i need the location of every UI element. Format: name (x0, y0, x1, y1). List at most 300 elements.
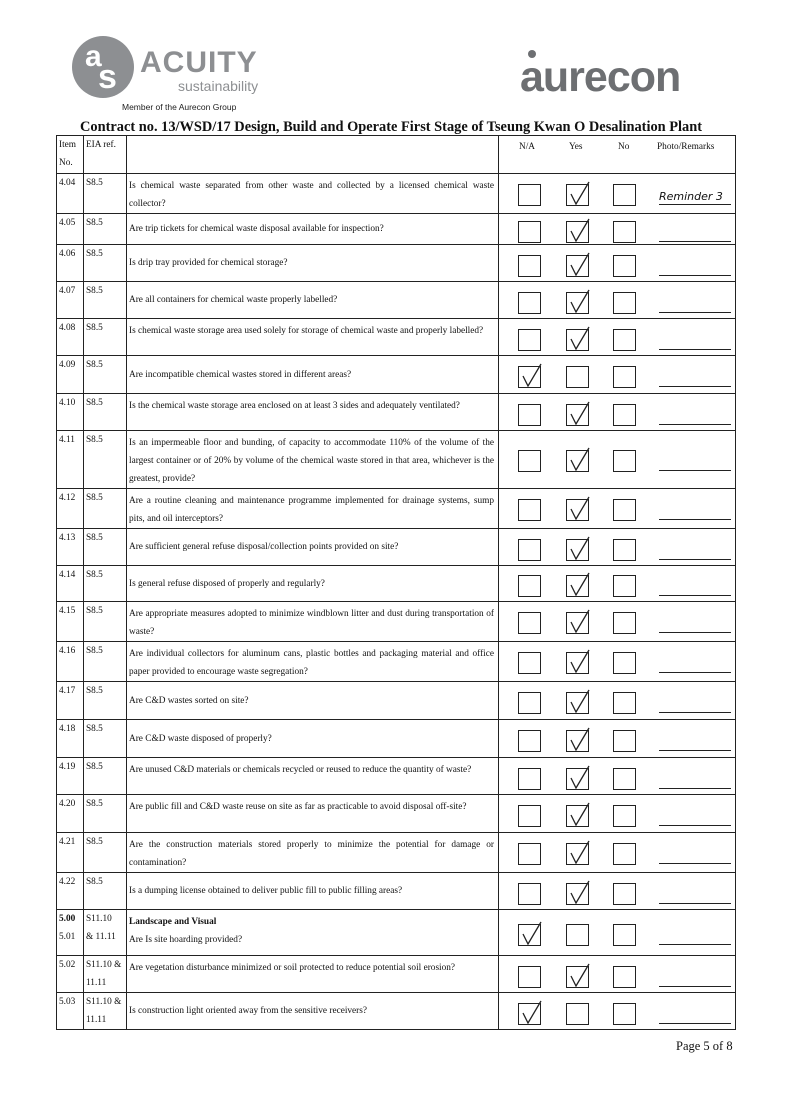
remarks-line[interactable] (659, 986, 731, 987)
eia-ref-text: S8.5 (86, 762, 103, 772)
remarks-line[interactable] (659, 312, 731, 313)
checkmark-stroke (523, 922, 541, 944)
yes-checkbox[interactable] (566, 366, 589, 388)
answer-checkboxes (499, 566, 736, 602)
eia-ref-text: S11.10 (86, 914, 112, 924)
no-checkbox[interactable] (613, 883, 636, 905)
item-no (57, 833, 84, 873)
question (127, 356, 499, 394)
eia-ref (84, 720, 127, 758)
item-no (57, 214, 84, 245)
eia-ref (84, 245, 127, 282)
question (127, 956, 499, 993)
question-text: Is a dumping license obtained to deliver public fill to public filling areas? (129, 886, 403, 896)
item-no-text: 4.07 (59, 286, 76, 296)
question (127, 873, 499, 910)
item-no-text: 4.06 (59, 249, 76, 259)
item-no (57, 993, 84, 1030)
checkmark-stroke (571, 290, 589, 312)
eia-ref (84, 214, 127, 245)
item-no (57, 566, 84, 602)
item-no-text: 4.09 (59, 360, 76, 370)
table-row (57, 356, 736, 394)
eia-ref (84, 174, 127, 214)
question-text: Are trip tickets for chemical waste disposal available for inspection? (129, 224, 384, 234)
no-checkbox[interactable] (613, 499, 636, 521)
na-checkbox[interactable] (518, 805, 541, 827)
handwritten-remark: Reminder 3 (659, 190, 723, 203)
remarks-line[interactable] (659, 595, 731, 596)
remarks-line[interactable] (659, 1023, 731, 1024)
question-text: Is construction light oriented away from the sensitive receivers? (129, 1006, 368, 1016)
item-no-text: 4.08 (59, 323, 76, 333)
header-yes: Yes (569, 142, 583, 152)
item-no-text: 5.02 (59, 960, 76, 970)
answer-checkboxes (499, 282, 736, 319)
answer-checkboxes (499, 214, 736, 245)
header-question (127, 136, 499, 174)
eia-ref (84, 682, 127, 720)
checkmark-stroke (523, 364, 541, 386)
item-no-text: 4.14 (59, 570, 76, 580)
no-checkbox[interactable] (613, 539, 636, 561)
item-no (57, 174, 84, 214)
no-checkbox[interactable] (613, 575, 636, 597)
question-text: Is chemical waste storage area used solely for storage of chemical waste and properly labelled? (129, 326, 484, 336)
eia-ref (84, 566, 127, 602)
eia-ref-text: S8.5 (86, 686, 103, 696)
eia-ref-text: S8.5 (86, 646, 103, 656)
eia-ref (84, 833, 127, 873)
no-checkbox[interactable] (613, 404, 636, 426)
checkmark-icon (520, 920, 544, 946)
na-checkbox[interactable] (518, 652, 541, 674)
eia-ref (84, 394, 127, 431)
item-no-text: 4.11 (59, 435, 75, 445)
question (127, 566, 499, 602)
na-checkbox[interactable] (518, 730, 541, 752)
question-text: Are individual collectors for aluminum cans, plastic bottles and packaging material and office paper provided to encourage waste segregation? (129, 649, 494, 677)
item-no (57, 682, 84, 720)
question (127, 758, 499, 795)
acuity-emblem-a: a (85, 40, 102, 73)
question (127, 319, 499, 356)
na-checkbox[interactable] (518, 768, 541, 790)
acuity-member-line: Member of the Aurecon Group (122, 102, 237, 112)
checkmark-stroke (571, 766, 589, 788)
section-heading: Landscape and Visual (129, 917, 217, 927)
answer-checkboxes (499, 529, 736, 566)
item-no (57, 642, 84, 682)
eia-ref-text: S8.5 (86, 533, 103, 543)
page-number: Page 5 of 8 (676, 1039, 733, 1053)
table-row (57, 431, 736, 489)
eia-ref (84, 642, 127, 682)
eia-ref-text: S8.5 (86, 178, 103, 188)
item-no (57, 758, 84, 795)
acuity-name: ACUITY (140, 46, 258, 79)
na-checkbox[interactable] (518, 883, 541, 905)
checkmark-stroke (571, 728, 589, 750)
checkmark-icon (568, 801, 592, 827)
na-checkbox[interactable] (518, 292, 541, 314)
item-no (57, 602, 84, 642)
contract-title: Contract no. 13/WSD/17 Design, Build and Operate First Stage of Tseung Kwan O Desalination Plant (80, 119, 703, 135)
item-no-text: 4.22 (59, 877, 76, 887)
na-checkbox[interactable] (518, 966, 541, 988)
checkmark-stroke (571, 881, 589, 903)
question-text: Are C&D waste disposed of properly? (129, 733, 272, 744)
item-no-text: 4.05 (59, 218, 76, 228)
question (127, 174, 499, 214)
header-remarks: Photo/Remarks (657, 142, 715, 152)
eia-ref (84, 873, 127, 910)
checkmark-stroke (571, 497, 589, 519)
item-no (57, 720, 84, 758)
checkmark-icon (568, 495, 592, 521)
inspection-checklist-table (56, 135, 736, 1030)
table-row (57, 174, 736, 214)
na-checkbox[interactable] (518, 843, 541, 865)
question (127, 833, 499, 873)
answer-checkboxes (499, 956, 736, 993)
eia-ref-text: S8.5 (86, 493, 103, 503)
remarks-line[interactable] (659, 712, 731, 713)
eia-ref-text: S8.5 (86, 249, 103, 259)
no-checkbox[interactable] (613, 255, 636, 277)
remarks-line[interactable] (659, 632, 731, 633)
checkmark-icon (568, 879, 592, 905)
checkmark-icon (568, 726, 592, 752)
no-checkbox[interactable] (613, 805, 636, 827)
table-row (57, 282, 736, 319)
na-checkbox[interactable] (518, 539, 541, 561)
question-text: Is general refuse disposed of properly and regularly? (129, 578, 325, 589)
checkmark-icon (568, 764, 592, 790)
eia-ref-text: S8.5 (86, 877, 103, 887)
item-no (57, 282, 84, 319)
remarks-line[interactable] (659, 559, 731, 560)
remarks-line[interactable] (659, 386, 731, 387)
question-text: Are C&D wastes sorted on site? (129, 695, 249, 706)
eia-ref (84, 910, 127, 956)
question (127, 245, 499, 282)
header-check-columns (499, 136, 736, 174)
item-no-sub-text: 5.01 (59, 932, 76, 942)
answer-checkboxes (499, 394, 736, 431)
item-no (57, 394, 84, 431)
question-text: Is chemical waste separated from other waste and collected by a licensed chemical waste collector? (129, 181, 494, 209)
checkmark-stroke (571, 537, 589, 559)
table-row (57, 245, 736, 282)
question-text: Are all containers for chemical waste properly labelled? (129, 295, 338, 305)
acuity-tagline: sustainability (178, 78, 259, 94)
checkmark-icon (568, 446, 592, 472)
eia-ref (84, 356, 127, 394)
question-text: Are incompatible chemical wastes stored in different areas? (129, 369, 352, 380)
item-no (57, 489, 84, 529)
checkmark-stroke (571, 327, 589, 349)
header-eia-ref: EIA ref. (84, 136, 127, 174)
remarks-line[interactable] (659, 750, 731, 751)
remarks-line[interactable] (659, 470, 731, 471)
table-row (57, 873, 736, 910)
no-checkbox[interactable] (613, 221, 636, 243)
eia-ref (84, 431, 127, 489)
table-row (57, 529, 736, 566)
checkmark-stroke (571, 253, 589, 275)
item-no (57, 910, 84, 956)
header-item-no: Item No. (57, 136, 84, 174)
remarks-line[interactable] (659, 241, 731, 242)
acuity-logo (70, 36, 270, 116)
eia-ref-cont-text: 11.11 (86, 978, 107, 988)
eia-ref-text: S8.5 (86, 286, 103, 296)
table-row (57, 993, 736, 1030)
question-text: Is an impermeable floor and bunding, of capacity to accommodate 110% of the volume of the largest container or of 20% by volume of the chemical waste stored in that area, whichever is the greatest, provide? (129, 438, 494, 484)
table-row (57, 489, 736, 529)
no-checkbox[interactable] (613, 1003, 636, 1025)
na-checkbox[interactable] (518, 692, 541, 714)
yes-checkbox[interactable] (566, 1003, 589, 1025)
remarks-line[interactable] (659, 275, 731, 276)
checkmark-icon (568, 688, 592, 714)
item-no (57, 873, 84, 910)
question-text: Are vegetation disturbance minimized or soil protected to reduce potential soil erosion? (129, 963, 456, 973)
eia-ref (84, 758, 127, 795)
checkmark-icon (568, 571, 592, 597)
na-checkbox[interactable] (518, 255, 541, 277)
eia-ref-text: S8.5 (86, 398, 103, 408)
na-checkbox[interactable] (518, 184, 541, 206)
question-text: Are Is site hoarding provided? (129, 935, 243, 945)
table-row (57, 833, 736, 873)
item-no-text: 4.18 (59, 724, 76, 734)
eia-ref-text: S8.5 (86, 606, 103, 616)
no-checkbox[interactable] (613, 730, 636, 752)
question (127, 795, 499, 833)
answer-checkboxes (499, 245, 736, 282)
table-row (57, 319, 736, 356)
table-row (57, 394, 736, 431)
answer-checkboxes (499, 910, 736, 956)
checkmark-stroke (571, 402, 589, 424)
table-row (57, 642, 736, 682)
item-no (57, 529, 84, 566)
checkmark-icon (568, 288, 592, 314)
eia-ref-text: S11.10 & (86, 960, 122, 970)
question (127, 682, 499, 720)
item-no-text: 4.19 (59, 762, 76, 772)
item-no-text: 4.16 (59, 646, 76, 656)
eia-ref (84, 319, 127, 356)
no-checkbox[interactable] (613, 652, 636, 674)
item-no (57, 356, 84, 394)
yes-checkbox[interactable] (566, 924, 589, 946)
item-no-text: 5.03 (59, 997, 76, 1007)
question-text: Are sufficient general refuse disposal/collection points provided on site? (129, 542, 399, 552)
question-text: Are public fill and C&D waste reuse on site as far as practicable to avoid disposal off-site? (129, 802, 467, 812)
question (127, 642, 499, 682)
question (127, 993, 499, 1030)
eia-ref-text: S8.5 (86, 799, 103, 809)
question (127, 431, 499, 489)
answer-checkboxes (499, 795, 736, 833)
eia-ref (84, 602, 127, 642)
checkmark-stroke (571, 182, 589, 204)
table-row (57, 910, 736, 956)
table-row (57, 956, 736, 993)
answer-checkboxes (499, 602, 736, 642)
answer-checkboxes (499, 489, 736, 529)
question (127, 529, 499, 566)
remarks-line[interactable] (659, 903, 731, 904)
checkmark-icon (568, 648, 592, 674)
na-checkbox[interactable] (518, 221, 541, 243)
question-text: Are appropriate measures adopted to minimize windblown litter and dust during transportation of waste? (129, 609, 494, 637)
na-checkbox[interactable] (518, 575, 541, 597)
question (127, 394, 499, 431)
item-no (57, 431, 84, 489)
eia-ref (84, 489, 127, 529)
item-no-text: 4.04 (59, 178, 76, 188)
answer-checkboxes (499, 720, 736, 758)
eia-ref-text: S8.5 (86, 837, 103, 847)
eia-ref (84, 956, 127, 993)
no-checkbox[interactable] (613, 366, 636, 388)
no-checkbox[interactable] (613, 184, 636, 206)
item-no (57, 795, 84, 833)
answer-checkboxes (499, 642, 736, 682)
answer-checkboxes (499, 319, 736, 356)
aurecon-logo: aurecon (520, 53, 681, 101)
checkmark-icon (520, 362, 544, 388)
remarks-line[interactable] (659, 788, 731, 789)
checkmark-icon (520, 999, 544, 1025)
table-row (57, 682, 736, 720)
header-no: No (618, 142, 630, 152)
question (127, 720, 499, 758)
item-no-text: 4.12 (59, 493, 76, 503)
eia-ref-cont-text: & 11.11 (86, 932, 116, 942)
acuity-emblem-s: s (98, 58, 117, 96)
eia-ref-cont-text: 11.11 (86, 1015, 107, 1025)
checkmark-icon (568, 962, 592, 988)
question-text: Are a routine cleaning and maintenance programme implemented for drainage systems, sump pits, and oil interceptors? (129, 496, 494, 524)
na-checkbox[interactable] (518, 404, 541, 426)
na-checkbox[interactable] (518, 499, 541, 521)
no-checkbox[interactable] (613, 612, 636, 634)
remarks-line[interactable] (659, 944, 731, 945)
eia-ref (84, 795, 127, 833)
checkmark-stroke (571, 690, 589, 712)
question (127, 910, 499, 956)
answer-checkboxes (499, 993, 736, 1030)
na-checkbox[interactable] (518, 450, 541, 472)
checkmark-icon (568, 535, 592, 561)
eia-ref-text: S11.10 & (86, 997, 122, 1007)
remarks-line[interactable] (659, 825, 731, 826)
no-checkbox[interactable] (613, 768, 636, 790)
checkmark-stroke (523, 1001, 541, 1023)
no-checkbox[interactable] (613, 450, 636, 472)
item-no (57, 319, 84, 356)
no-checkbox[interactable] (613, 924, 636, 946)
item-no (57, 245, 84, 282)
eia-ref (84, 282, 127, 319)
eia-ref-text: S8.5 (86, 570, 103, 580)
no-checkbox[interactable] (613, 692, 636, 714)
checkmark-stroke (571, 573, 589, 595)
item-no-text: 4.17 (59, 686, 76, 696)
checkmark-stroke (571, 610, 589, 632)
checkmark-stroke (571, 803, 589, 825)
answer-checkboxes (499, 356, 736, 394)
item-no-text: 4.15 (59, 606, 76, 616)
eia-ref-text: S8.5 (86, 218, 103, 228)
checkmark-icon (568, 839, 592, 865)
answer-checkboxes (499, 174, 736, 214)
no-checkbox[interactable] (613, 966, 636, 988)
no-checkbox[interactable] (613, 843, 636, 865)
remarks-line[interactable] (659, 424, 731, 425)
eia-ref-text: S8.5 (86, 435, 103, 445)
remarks-line[interactable] (659, 349, 731, 350)
checkmark-icon (568, 251, 592, 277)
remarks-line[interactable] (659, 519, 731, 520)
eia-ref (84, 993, 127, 1030)
answer-checkboxes (499, 682, 736, 720)
item-no-text: 4.13 (59, 533, 76, 543)
question (127, 282, 499, 319)
question (127, 489, 499, 529)
na-checkbox[interactable] (518, 612, 541, 634)
na-checkbox[interactable] (518, 329, 541, 351)
checkmark-stroke (571, 964, 589, 986)
table-header-row (57, 136, 736, 174)
checkmark-stroke (571, 650, 589, 672)
table-row (57, 720, 736, 758)
answer-checkboxes (499, 873, 736, 910)
table-row (57, 214, 736, 245)
no-checkbox[interactable] (613, 329, 636, 351)
checkmark-icon (568, 180, 592, 206)
question-text: Are the construction materials stored properly to minimize the potential for damage or contamination? (129, 840, 494, 868)
checkmark-stroke (571, 841, 589, 863)
table-row (57, 795, 736, 833)
checkmark-icon (568, 400, 592, 426)
question (127, 214, 499, 245)
header-na: N/A (519, 142, 536, 152)
no-checkbox[interactable] (613, 292, 636, 314)
checkmark-icon (568, 325, 592, 351)
checkmark-icon (568, 217, 592, 243)
item-no (57, 956, 84, 993)
answer-checkboxes (499, 833, 736, 873)
acuity-emblem-icon (72, 36, 134, 98)
remarks-line[interactable] (659, 672, 731, 673)
remarks-line[interactable] (659, 863, 731, 864)
checkmark-icon (568, 608, 592, 634)
table-row (57, 566, 736, 602)
question (127, 602, 499, 642)
table-row (57, 602, 736, 642)
eia-ref (84, 529, 127, 566)
question-text: Is the chemical waste storage area enclosed on at least 3 sides and adequately ventilated? (129, 401, 460, 411)
eia-ref-text: S8.5 (86, 724, 103, 734)
answer-checkboxes (499, 431, 736, 489)
answer-checkboxes (499, 758, 736, 795)
